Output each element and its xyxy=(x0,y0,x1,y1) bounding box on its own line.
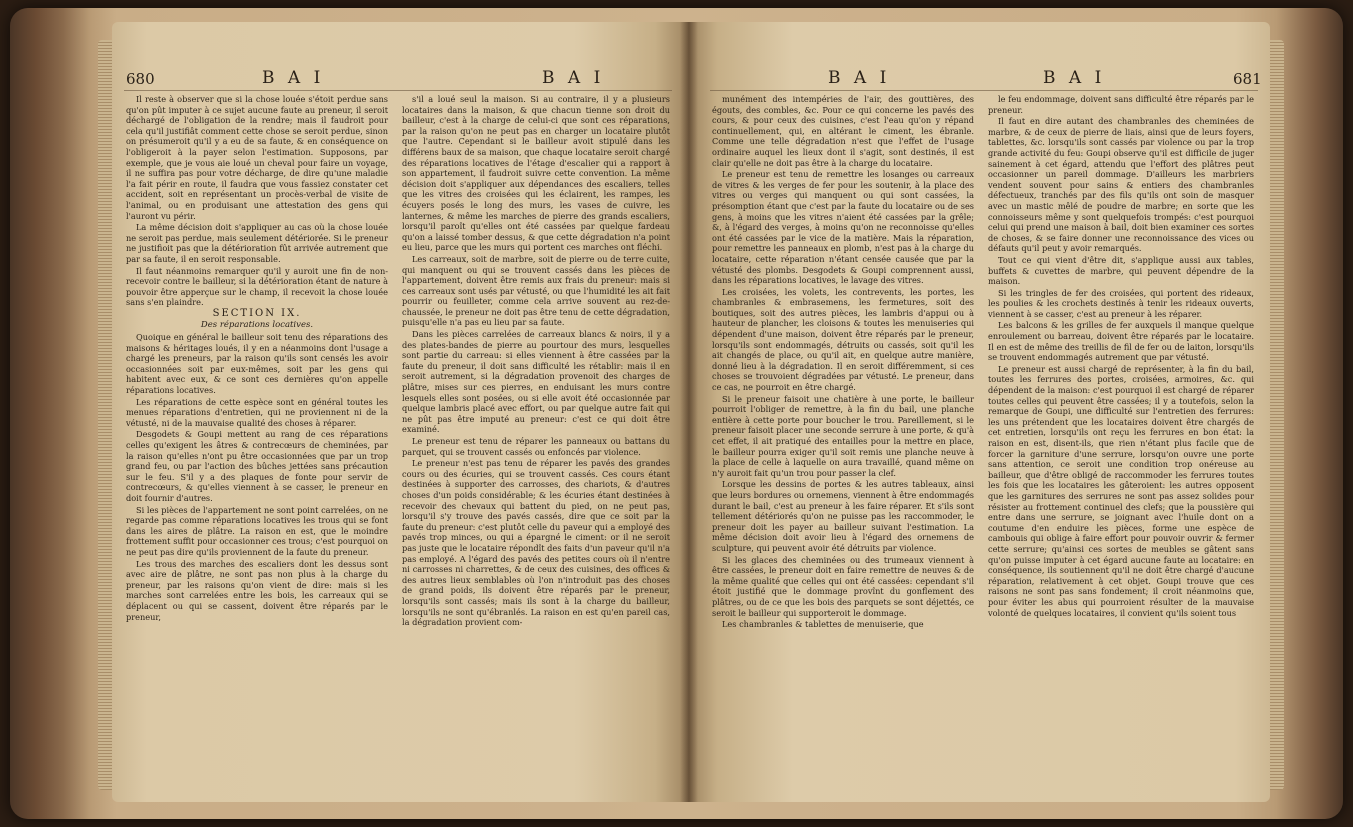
paragraph: Le preneur est tenu de remettre les losanges ou carreaux de vitres & les verges de fer pour les soutenir, à la place des vitres ou verges qui manquent ou qui sont cassées, la présomption étant que c'est par la faute du locataire ou de ses gens, à moins que les vitres n'aient été cassées par la grêle; &, à l'égard des verges, à moins qu'on ne reconnoisse qu'elles ont été cassées par le vice de la matière. Mais la réparation, pour remettre les panneaux en plomb, n'est pas à la charge du locataire, cette réparation n'étant censée causée que par la vétusté des plombs. Desgodets & Goupi comprennent aussi, dans les réparations locatives, le lavage des vitres. xyxy=(712,169,974,286)
paragraph: munément des intempéries de l'air, des gouttières, des égouts, des combles, &c. Pour ce qui concerne les pavés des cours, & pour ceux des cuisines, c'est l'eau qu'on y répand continuellement, qui, en altérant le ciment, les ébranle. Comme une telle dégradation n'est que l'effet de l'usage ordinaire auquel les lieux dont il s'agit, sont destinés, il est clair qu'elle ne doit pas être à la charge du locataire. xyxy=(712,94,974,168)
paragraph: Les chambranles & tablettes de menuiserie, que xyxy=(722,619,924,630)
page-number: 680 xyxy=(126,70,155,88)
running-head: B A I xyxy=(542,68,605,88)
paragraph: Desgodets & Goupi mettent au rang de ces réparations celles qu'exigent les âtres & contrecœurs de cheminées, par la raison qu'elles n'ont pu être occasionnées que par un trop grand feu, ou par l'action des bûches jettées sans précaution sur le feu. S'il y a des plaques de fonte pour servir de contrecœurs, & qu'elles viennent à se casser, le preneur en doit fournir d'autres. xyxy=(126,429,388,503)
paragraph: Si les tringles de fer des croisées, qui portent des rideaux, les poulies & les crochets destinés à tenir les rideaux ouverts, viennent à se casser, c'est au preneur à les réparer. xyxy=(988,287,1254,319)
paragraph: Si les glaces des cheminées ou des trumeaux viennent à être cassées, le preneur doit en faire remettre de neuves & de la même qualité que celles qui ont été cassées: cependant s'il étoit justifié que le dommage provînt du gonflement des plâtres, ou de ce que les bois des parquets se sont déjettés, ce seroit le bailleur qui supporteroit le dommage. xyxy=(712,554,974,618)
paragraph: s'il a loué seul la maison. Si au contraire, il y a plusieurs locataires dans la maison, & que chacun tienne son droit du bailleur, c'est à la charge de celui-ci que sont ces réparations, par la raison qu'on ne peut pas en charger un locataire plutôt que l'autre. Cependant si le bailleur avoit stipulé dans les différens baux de sa maison, que chaque locataire seroit chargé des réparations locatives de l'étage d'escalier qui a rapport à son appartement, il faudroit suivre cette convention. La même décision doit s'appliquer aux dépendances des escaliers, telles que les vitres des croisées qui les éclairent, les rampes, les écuyers posés le long des murs, les vases de cuivre, les lanternes, & même les marches de pierre des grands escaliers, lorsqu'il paroît qu'elles ont été cassées par quelque fardeau qu'on a laissé tomber dessus, & que cette dégradation n'a point eu lieu, parce que les murs qui portent ces marches ont fléchi. xyxy=(402,94,670,253)
paragraph: Quoique en général le bailleur soit tenu des réparations des maisons & héritages loués, il y en a néanmoins dont l'usage a chargé les preneurs, par la raison qu'ils sont censés les avoir occasionnées soit par eux-mêmes, soit par les gens qui habitent avec eux, & ce sont ces dernières qu'on appelle réparations locatives. xyxy=(126,332,388,396)
text-column-1 xyxy=(126,94,388,623)
book-gutter xyxy=(680,22,698,802)
paragraph: Tout ce qui vient d'être dit, s'applique aussi aux tables, buffets & cuvettes de marbre, qui peuvent dépendre de la maison. xyxy=(988,254,1254,287)
running-head: B A I xyxy=(262,68,325,88)
right-page xyxy=(688,22,1270,802)
text-column-2 xyxy=(988,94,1254,619)
header-rule xyxy=(710,90,1258,91)
text-column-1 xyxy=(712,94,974,631)
header-rule xyxy=(124,90,672,91)
paragraph: Les croisées, les volets, les contrevents, les portes, les chambranles & embrasemens, les fermetures, soit des boutiques, soit des autres pièces, les lambris d'appui ou à hauteur de plancher, les cloisons & toutes les menuiseries qui dépendent d'une maison, doivent être réparés par le preneur, lorsqu'ils sont endommagés, détruits ou cassés, soit qu'il les ait changés de place, ou qu'il ait, en quelque autre manière, donné lieu à la dégradation. Il en seroit différemment, si ces choses se trouvoient dégradées par vétusté. Le preneur, dans ce cas, ne pourroit en être chargé. xyxy=(712,286,974,393)
running-head: B A I xyxy=(1043,68,1106,88)
paragraph: Les réparations de cette espèce sont en général toutes les menues réparations d'entretien, qui ne proviennent ni de la vétusté, ni de la mauvaise qualité des choses à réparer. xyxy=(126,396,388,428)
section-subtitle: Des réparations locatives. xyxy=(200,320,314,331)
text-column-2 xyxy=(402,94,670,629)
page-edges-left xyxy=(98,40,112,790)
paragraph: Les carreaux, soit de marbre, soit de pierre ou de terre cuite, qui manquent ou qui se trouvent cassés dans les pièces de l'appartement, doivent être remis aux frais du preneur: mais si ces carreaux sont usés par vétusté, ou que l'humidité les ait fait pourrir ou feuilleter, comme cela arrive souvent au rez-de-chaussée, le preneur ne doit pas être tenu de cette dégradation, puisqu'elle n'a pas eu lieu par sa faute. xyxy=(402,253,670,328)
section-title: SECTION IX. xyxy=(212,307,302,319)
running-head: B A I xyxy=(828,68,891,88)
left-page xyxy=(112,22,690,802)
paragraph: Les balcons & les grilles de fer auxquels il manque quelque enroulement ou barreau, doivent être réparés par le locataire. Il en est de même des treillis de fil de fer ou de laiton, lorsqu'ils se trouvent endommagés autrement que par vétusté. xyxy=(988,320,1254,363)
paragraph: Lorsque les dessins de portes & les autres tableaux, ainsi que leurs bordures ou ornemens, viennent à être endommagés durant le bail, c'est au preneur à les faire réparer. Et s'ils sont tellement détériorés qu'on ne puisse pas les raccommoder, le preneur doit les payer au bailleur suivant l'estimation. La même décision doit avoir lieu à l'égard des ornemens de sculpture, qui peuvent avoir été détruits par violence. xyxy=(712,479,974,553)
paragraph: Si les pièces de l'appartement ne sont point carrelées, on ne regarde pas comme réparations locatives les trous qui se font dans les aires de plâtre. La raison en est, que le moindre frottement suffit pour occasionner ces trous; c'est pourquoi on ne peut pas dire qu'ils proviennent de la faute du preneur. xyxy=(126,504,388,557)
paragraph: Dans les pièces carrelées de carreaux blancs & noirs, il y a des plates-bandes de pierre au pourtour des murs, lesquelles sont partie du carreau: si elles viennent à être cassées par la faute du preneur, il doit sans difficulté les rétablir: mais il en seroit autrement, si la dégradation provenoit des charges de plâtre, mises sur ces pierres, en enduisant les murs contre lesquels elles sont posées, ou si elle avoit été occasionnée par quelque lambris placé avec effort, ou par quelque autre fait qui ne pût pas être imputé au preneur: c'est ce qui doit être examiné. xyxy=(402,329,670,435)
paragraph: Il faut en dire autant des chambranles des cheminées de marbre, & de ceux de pierre de liais, ainsi que de leurs foyers, tablettes, &c. lorsqu'ils sont cassés par violence ou par la trop grande activité du feu: Goupi observe qu'il est difficile de juger sainement à cet égard, attendu que l'effort des plâtres peut occasionner un pareil dommage. D'ailleurs les marbriers vendent souvent pour sains & entiers des chambranles défectueux, tranchés par des fils qu'ils ont soin de masquer avec un mastic mêlé de poudre de marbre; en sorte que les connoisseurs même y sont quelquefois trompés: c'est pourquoi celui qui prend une maison à bail, doit bien examiner ces sortes de choses, & se faire donner une reconnoissance des vices ou défauts qu'il peut y avoir remarqués. xyxy=(988,116,1254,254)
paragraph: La même décision doit s'appliquer au cas où la chose louée ne seroit pas perdue, mais seulement détériorée. Si le preneur ne justifioit pas que la détérioration fût arrivée autrement que par sa faute, il en seroit responsable. xyxy=(126,222,388,264)
paragraph: Il faut néanmoins remarquer qu'il y auroit une fin de non-recevoir contre le bailleur, si la détérioration étant de nature à pouvoir être apperçue sur le champ, il recevoit la chose louée sans s'en plaindre. xyxy=(126,265,388,308)
page-edges-right xyxy=(1270,40,1284,790)
page-number: 681 xyxy=(1233,70,1262,88)
paragraph: Le preneur est tenu de réparer les panneaux ou battans du parquet, qui se trouvent cassés ou enfoncés par violence. xyxy=(402,436,670,457)
paragraph: Il reste à observer que si la chose louée s'étoit perdue sans qu'on pût imputer à ce sujet aucune faute au preneur, il seroit déchargé de l'obligation de la rendre; mais il faudroit pour cela qu'il justifiât comment cette chose se seroit perdue, sinon on présumeroit qu'il y a eu de sa faute, & en conséquence on l'obligeroit à la payer selon l'estimation. Supposons, par exemple, que je vous aie loué un cheval pour faire un voyage, il ne suffira pas pour votre décharge, de dire qu'une maladie l'a fait périr en route, il faudra que vous fassiez constater cet accident, soit en représentant un procès-verbal de visite de l'animal, ou en produisant une attestation des gens qui l'auront vu périr. xyxy=(126,94,388,221)
paragraph: Le preneur n'est pas tenu de réparer les pavés des grandes cours ou des écuries, qui se trouvent cassés. Ces cours étant destinées à supporter des carrosses, des chariots, & d'autres choses d'un poids considérable; & les écuries étant destinées à recevoir des chevaux qui battent du pied, on ne peut pas, lorsqu'il s'y trouve des pavés cassés, dire que ce soit par la faute du preneur: c'est plutôt celle du paveur qui a employé des pavés trop minces, ou qui a épargné le ciment: or il ne seroit pas juste que le locataire répondît des faits d'un paveur qu'il n'a pas employé. A l'égard des pavés des petites cours où il n'entre ni carrosses ni charrettes, & de ceux des cuisines, des offices & des autres lieux semblables où l'on n'introduit pas des choses de grand poids, ils doivent être réparés par le preneur, lorsqu'ils sont cassés; mais ils sont à la charge du bailleur, lorsqu'ils ne sont qu'ébranlés. La raison en est qu'en pareil cas, la dégradation provient com- xyxy=(402,458,670,628)
paragraph: Si le preneur faisoit une chatière à une porte, le bailleur pourroit l'obliger de remettre, à la fin du bail, une planche entière à cette porte pour boucher le trou. Pareillement, si le preneur faisoit placer une seconde serrure à une porte, & qu'à cet effet, il ait pratiqué des entailles pour la mettre en place, le bailleur pourra exiger qu'il soit remis une planche neuve à la place de celle à laquelle on aura travaillé, quand même on n'y auroit fait qu'un trou pour passer la clef. xyxy=(712,393,974,478)
paragraph: le feu endommage, doivent sans difficulté être réparés par le preneur. xyxy=(988,94,1254,115)
paragraph: Les trous des marches des escaliers dont les dessus sont avec aire de plâtre, ne sont pas non plus à la charge du preneur, par les raisons qu'on vient de dire: mais si les marches sont carrelées entre les bois, les carreaux qui se déplacent ou qui se cassent, doivent être réparés par le preneur, xyxy=(126,558,388,622)
paragraph: Le preneur est aussi chargé de représenter, à la fin du bail, toutes les ferrures des portes, croisées, armoires, &c. qui dépendent de la maison: c'est pourquoi il est chargé de réparer toutes celles qui peuvent être cassées; il y a toutefois, selon la remarque de Goupi, une difficulté sur l'entretien des ferrures: les uns prétendent que les locataires doivent être chargés de cet entretien, lorsqu'ils ont reçu les ferrures en bon état: la raison en est, disent-ils, que rien n'étant plus facile que de forcer la garniture d'une serrure, lorsqu'on ouvre une porte sans attention, ce seroit une condition trop onéreuse au bailleur, que d'être obligé de raccommoder les ferrures toutes les fois que les locataires les gâteroient: les autres opposent que les garnitures des serrures ne sont pas assez solides pour résister au frottement continuel des clefs; que la poussière qui entre dans une serrure, se joignant avec l'huile dont on a coutume d'en enduire les pièces, forme une espèce de cambouis qui oblige à faire effort pour pouvoir ouvrir & fermer cette serrure; qu'ainsi ces sortes de meubles se gâtent sans qu'on puisse imputer à cet égard aucune faute au locataire: en conséquence, ils soutiennent qu'il ne doit être chargé d'aucune réparation, relativement à cet objet. Goupi trouve que ces raisons ne sont pas sans fondement; il croit néanmoins que, pour éviter les abus qui pourroient résulter de la mauvaise volonté de quelques locataires, il convient qu'ils soient tous xyxy=(988,363,1254,618)
